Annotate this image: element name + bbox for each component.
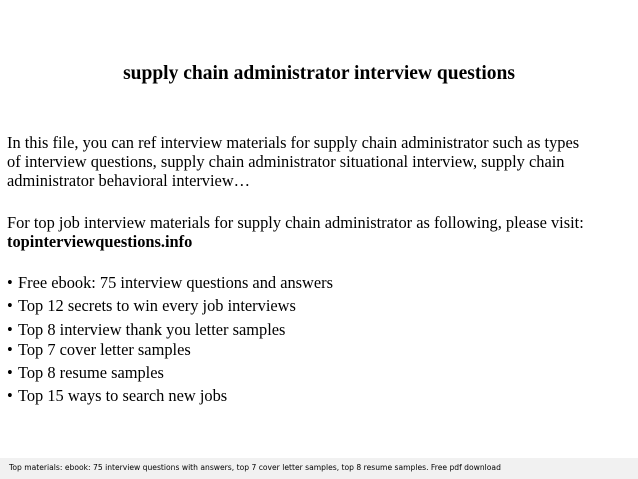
list-item-label: Top 8 resume samples — [18, 363, 164, 382]
site-link[interactable]: topinterviewquestions.info — [7, 232, 193, 251]
bullet-icon: • — [7, 340, 13, 359]
intro-line: of interview questions, supply chain administrator situational interview, supply chain — [7, 152, 565, 171]
list-item — [7, 296, 296, 315]
list-item-label: Top 15 ways to search new jobs — [18, 386, 228, 405]
list-item — [7, 363, 164, 382]
list-item — [7, 320, 285, 339]
footer-bar — [0, 458, 638, 479]
list-item-label: Top 8 interview thank you letter samples — [18, 320, 286, 339]
list-item-label: Free ebook: 75 interview questions and answers — [18, 273, 333, 292]
list-item-label: Top 7 cover letter samples — [18, 340, 191, 359]
list-item — [7, 386, 227, 405]
visit-paragraph — [7, 213, 635, 251]
footer-text: Top materials: ebook: 75 interview questions with answers, top 7 cover letter samples, top 8 resume samples. Free pdf download — [9, 463, 501, 472]
intro-line: In this file, you can ref interview materials for supply chain administrator such as types — [7, 133, 580, 152]
bullet-icon: • — [7, 386, 13, 405]
intro-paragraph — [7, 133, 635, 190]
bullet-icon: • — [7, 273, 13, 292]
list-item-label: Top 12 secrets to win every job interviews — [18, 296, 296, 315]
intro-line: administrator behavioral interview… — [7, 171, 251, 190]
bullet-icon: • — [7, 363, 13, 382]
visit-text: For top job interview materials for supply chain administrator as following, please visit: — [7, 213, 584, 232]
bullet-icon: • — [7, 320, 13, 339]
list-item — [7, 273, 333, 292]
bullet-icon: • — [7, 296, 13, 315]
page-title: supply chain administrator interview questions — [123, 63, 515, 84]
list-item — [7, 340, 191, 359]
